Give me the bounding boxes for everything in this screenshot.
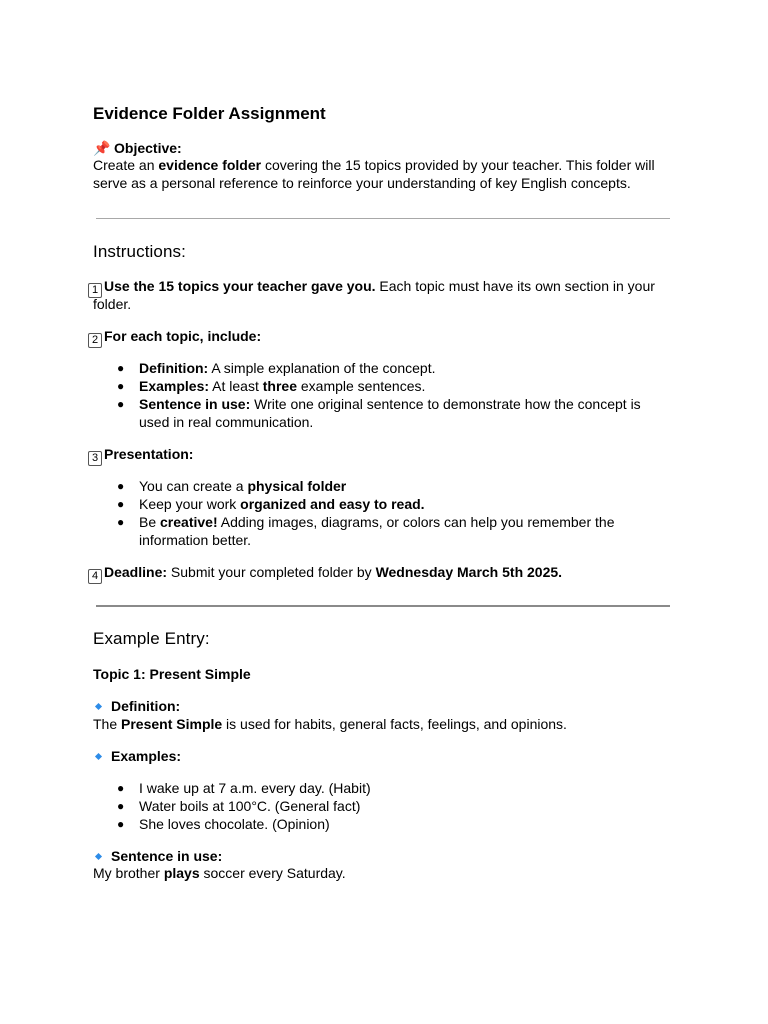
bullet: ●	[117, 397, 125, 411]
blue-diamond-icon	[95, 853, 102, 860]
examples-label-row	[93, 747, 181, 765]
item-bold: Definition:	[139, 360, 209, 376]
item-text-2: example sentences.	[296, 378, 426, 394]
sentence-bold: plays	[163, 865, 200, 881]
sentence-text	[93, 864, 346, 882]
objective-text-line2: serve as a personal reference to reinforce your understanding of key English concepts.	[93, 175, 631, 191]
objective-text-post: covering the 15 topics provided by your teacher. This folder will	[261, 157, 655, 173]
list-item	[139, 477, 346, 495]
step-2-bold: For each topic, include:	[104, 328, 262, 344]
step-1	[88, 277, 678, 298]
step-3-bold: Presentation:	[104, 446, 194, 462]
step-4	[88, 563, 688, 584]
bullet: ●	[117, 479, 125, 493]
blue-diamond-icon	[95, 703, 102, 710]
objective-text	[93, 156, 693, 192]
step-4-bold: Deadline:	[104, 564, 168, 580]
item-cont: used in real communication.	[139, 414, 314, 430]
step-1-cont: folder.	[93, 296, 132, 312]
sentence-post: soccer every Saturday.	[199, 865, 346, 881]
step-4-text: Submit your completed folder by	[167, 564, 376, 580]
step-1-text: Each topic must have its own section in your	[375, 278, 655, 294]
keycap-4-icon: 4	[88, 569, 102, 584]
keycap-3-icon: 3	[88, 451, 102, 466]
definition-label-row	[93, 697, 180, 715]
examples-label: Examples:	[111, 748, 182, 764]
example-heading: Example Entry:	[93, 629, 210, 648]
item-text: Keep your work	[139, 496, 241, 512]
step-4-deadline-date: Wednesday March 5th 2025.	[375, 564, 563, 580]
objective-text-pre: Create an	[93, 157, 159, 173]
item-text: A simple explanation of the concept.	[208, 360, 436, 376]
example-item: She loves chocolate. (Opinion)	[139, 816, 330, 832]
bullet: ●	[117, 361, 125, 375]
bullet: ●	[117, 817, 125, 831]
topic-title	[93, 665, 251, 683]
topic-title-text: Topic 1: Present Simple	[93, 666, 251, 682]
list-item	[139, 495, 425, 513]
item-text: Write one original sentence to demonstrate how the concept is	[250, 396, 641, 412]
list-item	[139, 359, 435, 377]
sentence-label-row	[93, 847, 222, 865]
objective-label-row	[93, 139, 182, 157]
objective-label: Objective:	[114, 140, 182, 156]
item-text: Be	[139, 514, 161, 530]
definition-pre: The	[93, 716, 122, 732]
pushpin-icon: 📌	[93, 140, 111, 156]
bullet: ●	[117, 781, 125, 795]
item-bold: Sentence in use:	[139, 396, 251, 412]
example-item: Water boils at 100°C. (General fact)	[139, 798, 361, 814]
bullet: ●	[117, 379, 125, 393]
item-bold: Examples:	[139, 378, 210, 394]
document-title: Evidence Folder Assignment	[93, 104, 326, 123]
item-text: At least	[209, 378, 263, 394]
item-bold: creative!	[160, 514, 218, 530]
item-text: You can create a	[139, 478, 248, 494]
keycap-2-icon: 2	[88, 333, 102, 348]
definition-label: Definition:	[111, 698, 181, 714]
item-bold-2: three	[262, 378, 297, 394]
item-cont: information better.	[139, 532, 252, 548]
bullet: ●	[117, 497, 125, 511]
item-bold: physical folder	[247, 478, 347, 494]
blue-diamond-icon	[95, 753, 102, 760]
step-2	[88, 327, 261, 348]
definition-post: is used for habits, general facts, feelings, and opinions.	[222, 716, 567, 732]
example-item: I wake up at 7 a.m. every day. (Habit)	[139, 780, 371, 796]
keycap-1-icon: 1	[88, 283, 102, 298]
item-bold: organized and easy to read.	[240, 496, 425, 512]
divider-2	[96, 605, 670, 607]
step-3	[88, 445, 193, 466]
sentence-pre: My brother	[93, 865, 164, 881]
item-text-2: Adding images, diagrams, or colors can help you remember the	[217, 514, 615, 530]
definition-text	[93, 715, 567, 733]
step-1-bold: Use the 15 topics your teacher gave you.	[104, 278, 376, 294]
list-item	[139, 395, 679, 431]
definition-bold: Present Simple	[121, 716, 223, 732]
divider-1	[96, 218, 670, 219]
bullet: ●	[117, 515, 125, 529]
list-item	[139, 513, 679, 549]
objective-text-bold: evidence folder	[158, 157, 262, 173]
bullet: ●	[117, 799, 125, 813]
list-item	[139, 377, 425, 395]
sentence-label: Sentence in use:	[111, 848, 223, 864]
instructions-heading: Instructions:	[93, 242, 186, 261]
